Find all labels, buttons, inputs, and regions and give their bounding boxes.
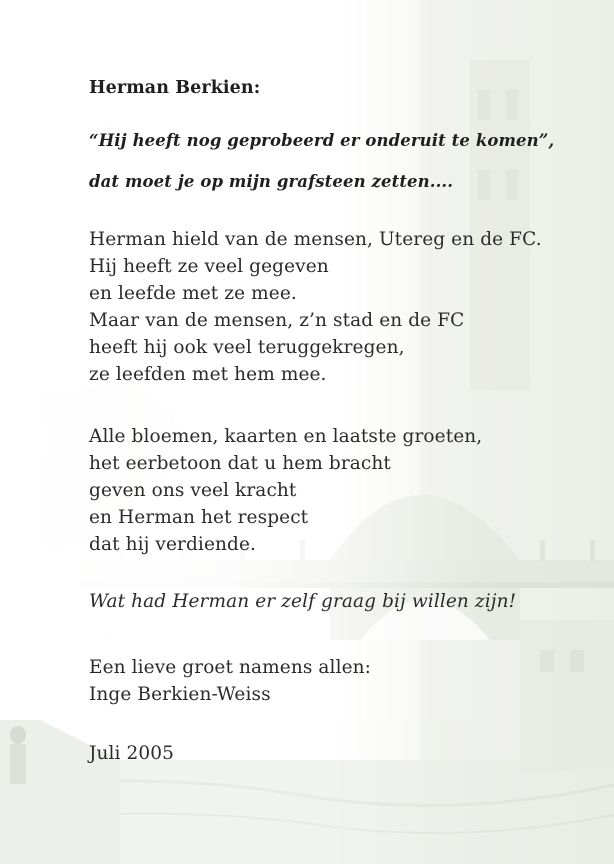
stanza1-line-2: Hij heeft ze veel gegeven <box>89 256 329 277</box>
stanza1-line-6: ze leefden met hem mee. <box>89 364 327 385</box>
stanza2-line-5: dat hij verdiende. <box>89 534 256 555</box>
date-line: Juli 2005 <box>89 743 175 764</box>
stanza2-line-4: en Herman het respect <box>89 507 309 528</box>
stanza1-line-5: heeft hij ook veel teruggekregen, <box>89 337 405 358</box>
quote-line-1: “Hij heeft nog geprobeerd er onderuit te komen”, <box>89 131 555 150</box>
signature-line: Inge Berkien-Weiss <box>89 684 271 705</box>
greeting-line: Een lieve groet namens allen: <box>89 657 371 678</box>
closing-italic-line: Wat had Herman er zelf graag bij willen zijn! <box>89 591 517 612</box>
heading: Herman Berkien: <box>89 78 261 98</box>
stanza2-line-2: het eerbetoon dat u hem bracht <box>89 453 391 474</box>
stanza1-line-4: Maar van de mensen, z’n stad en de FC <box>89 310 465 331</box>
quote-line-2: dat moet je op mijn grafsteen zetten.... <box>89 172 454 191</box>
stanza2-line-3: geven ons veel kracht <box>89 480 297 501</box>
stanza1-line-1: Herman hield van de mensen, Utereg en de FC. <box>89 229 542 250</box>
stanza2-line-1: Alle bloemen, kaarten en laatste groeten, <box>89 426 483 447</box>
stanza1-line-3: en leefde met ze mee. <box>89 283 297 304</box>
